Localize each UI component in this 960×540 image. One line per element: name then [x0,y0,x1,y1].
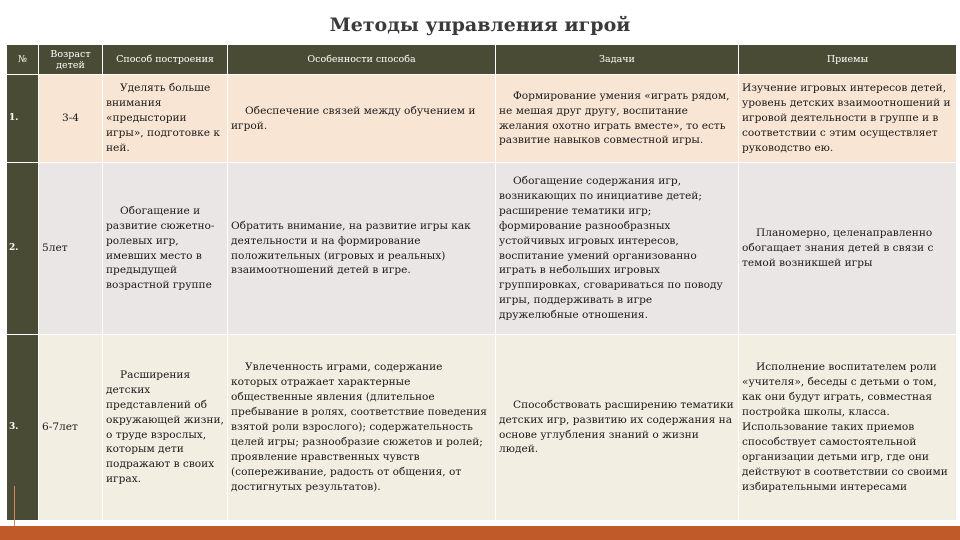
row-features [228,335,496,521]
table-row [7,335,957,521]
header-tasks: Задачи [496,45,739,75]
row-techniques-text: Планомерно, целенаправленно обогащает знания детей в связи с темой возникшей игры [742,227,934,269]
row-techniques-text: Исполнение воспитателем роли «учителя», беседы с детьми о том, как они будут играть, совместная постройка школы, класса. Использование таких приемов способствует самостоятельной организации детьми игр, где они действуют в соответствии со своими избирательными интересами [742,361,948,493]
row-techniques [739,335,957,521]
methods-table [6,44,957,521]
header-num: № [7,45,39,75]
row-age: 3-4 [39,75,103,163]
row-tasks-text: Обогащение содержания игр, возникающих по инициативе детей; расширение тематики игр; формирование разнообразных устойчивых игровых интересов, воспитание умений организованно играть в небольших игровых группировках, сговариваться по поводу игры, поддерживать в игре дружелюбные отношения. [499,174,723,322]
row-tasks-text: Формирование умения «играть рядом, не мешая друг другу, воспитание желания охотно играть вместе», то есть развитие навыков совместной игры. [499,89,730,147]
footer-accent-bar [0,526,960,540]
header-features: Особенности способа [228,45,496,75]
header-method: Способ построения [103,45,228,75]
row-method [103,163,228,335]
row-techniques [739,163,957,335]
table-header-row [7,45,957,75]
table-row [7,163,957,335]
row-number: 3. [7,335,39,521]
row-tasks [496,163,739,335]
row-techniques: Изучение игровых интересов детей, уровень детских взаимоотношений и игровой деятельности в группе и в соответствии с этим осуществляет руководство ею. [739,75,957,163]
row-method [103,75,228,163]
row-tasks [496,75,739,163]
row-method-text: Уделять больше внимания «предыстории игры», подготовке к ней. [106,82,221,154]
row-number: 2. [7,163,39,335]
page-title: Методы управления игрой [329,14,631,36]
row-method-text: Обогащение и развитие сюжетно-ролевых игр, имевших место в предыдущей возрастной группе [106,204,215,292]
row-age: 6-7лет [39,335,103,521]
row-tasks-text: Способствовать расширению тематики детских игр, развитию их содержания на основе углубления знаний о жизни людей. [499,398,734,456]
row-features [228,75,496,163]
row-number: 1. [7,75,39,163]
row-features: Обратить внимание, на развитие игры как деятельности и на формирование положительных (игровых и реальных) взаимоотношений детей в игре. [228,163,496,335]
table-row [7,75,957,163]
row-tasks [496,335,739,521]
decorative-tick [14,486,15,526]
header-techniques: Приемы [739,45,957,75]
row-method-text: Расширения детских представлений об окружающей жизни, о труде взрослых, которым дети подражают в своих играх. [106,368,224,486]
row-features-text: Увлеченность играми, содержание которых отражает характерные общественные явления (длительное пребывание в ролях, соответствие поведения взятой роли взрослого); содержательность целей игры; разнообразие сюжетов и ролей; проявление нравственных чувств (сопереживание, радость от общения, от достигнутых результатов). [231,361,487,493]
row-method [103,335,228,521]
row-features-text: Обеспечение связей между обучением и игрой. [231,104,476,132]
header-age: Возраст детей [39,45,103,75]
row-age: 5лет [39,163,103,335]
